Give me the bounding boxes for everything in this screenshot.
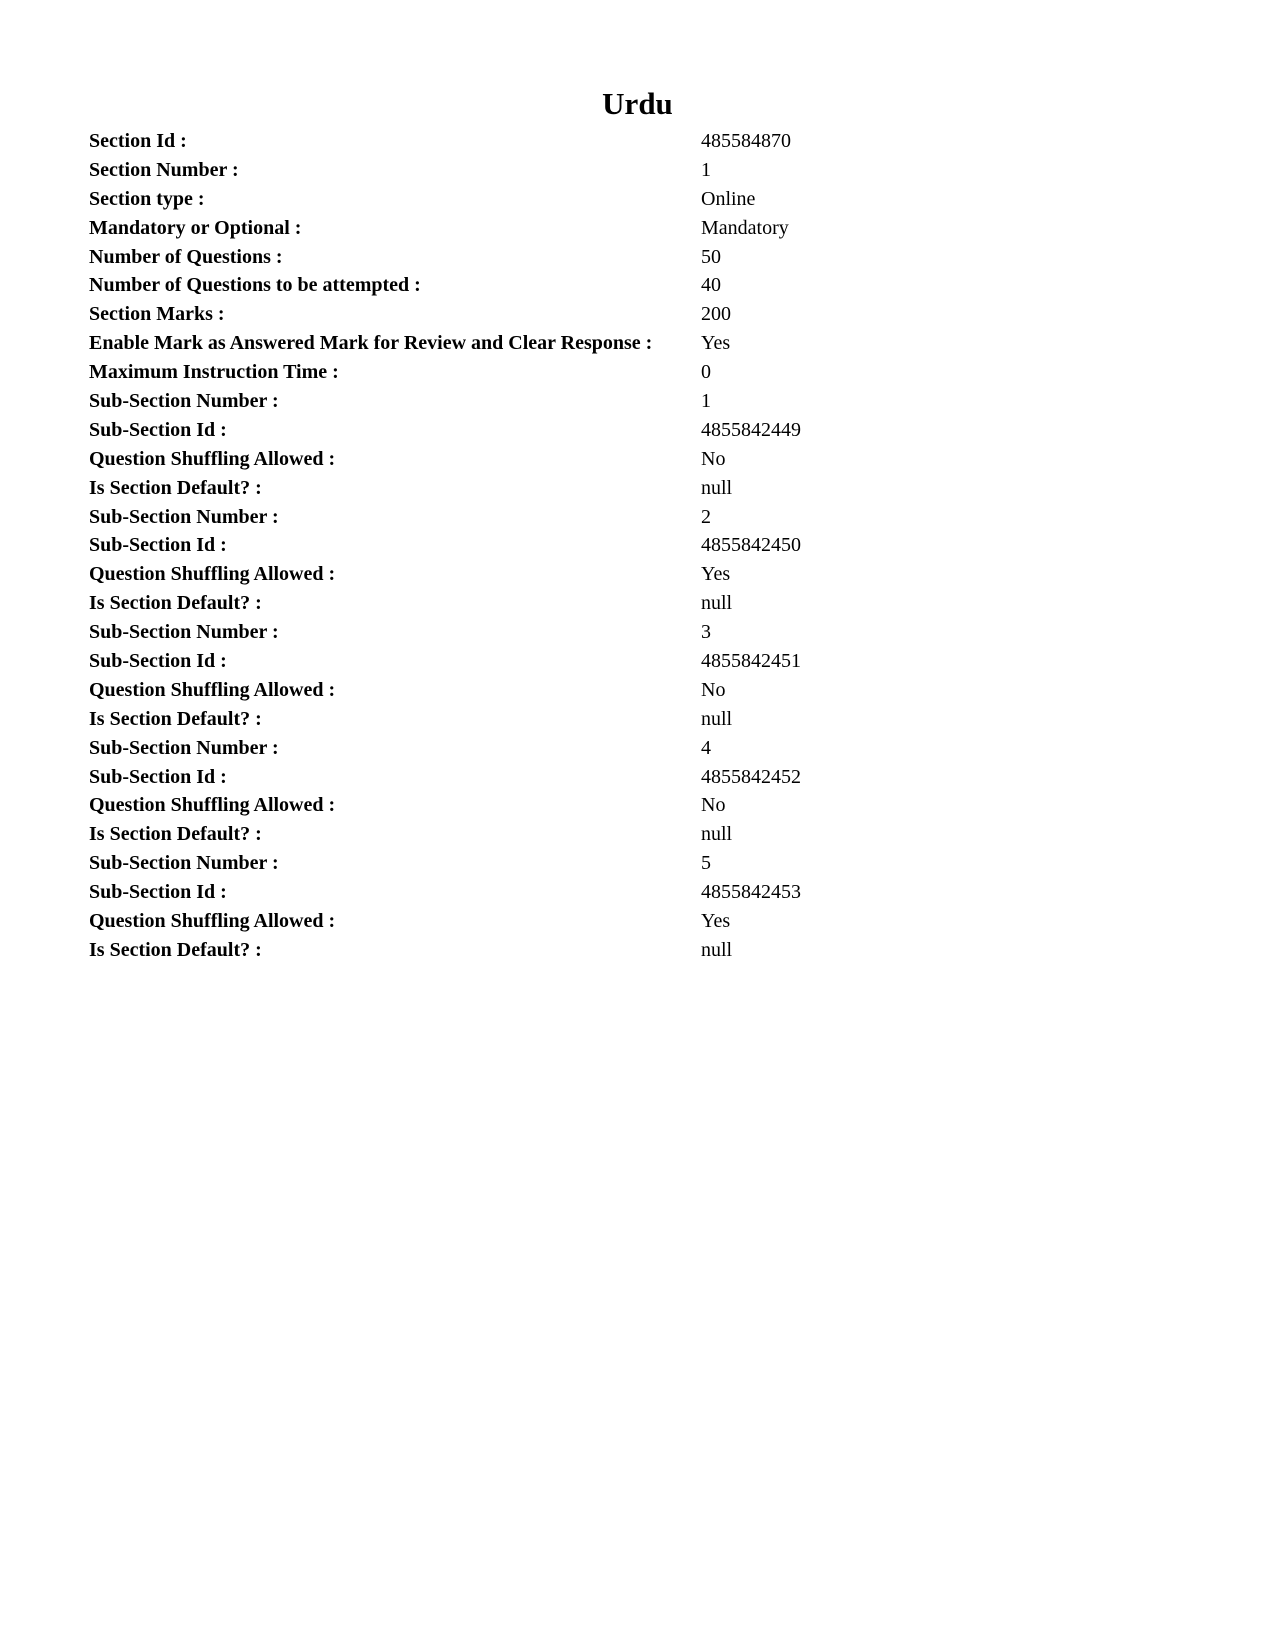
info-value: 0	[701, 361, 711, 384]
info-row-max-instruction-time	[89, 358, 1189, 387]
info-label: Sub-Section Number :	[89, 852, 279, 875]
info-row-subsection-id	[89, 531, 1189, 560]
info-row-question-shuffling	[89, 907, 1189, 936]
info-row-is-section-default	[89, 705, 1189, 734]
info-value: null	[701, 476, 733, 499]
info-label: Question Shuffling Allowed :	[89, 909, 336, 932]
info-row-is-section-default	[89, 820, 1189, 849]
info-value: 1	[701, 389, 711, 412]
info-value: 5	[701, 852, 711, 875]
page-title: Urdu	[602, 86, 673, 121]
info-row-mandatory-or-optional	[89, 214, 1189, 243]
info-row-subsection-id	[89, 416, 1189, 445]
info-label: Sub-Section Number :	[89, 389, 279, 412]
info-label: Number of Questions :	[89, 245, 283, 268]
info-row-subsection-number	[89, 618, 1189, 647]
info-value: null	[701, 707, 733, 730]
info-value: 485584870	[701, 129, 791, 152]
info-label: Section type :	[89, 187, 205, 210]
info-label: Is Section Default? :	[89, 476, 262, 499]
info-value: 4	[701, 736, 711, 759]
info-value: 1	[701, 158, 711, 181]
info-value: Online	[701, 187, 756, 210]
info-label: Section Id :	[89, 129, 187, 152]
info-row-section-marks	[89, 300, 1189, 329]
info-value: 50	[701, 245, 721, 268]
info-value: 2	[701, 505, 711, 528]
info-label: Number of Questions to be attempted :	[89, 274, 421, 297]
info-label: Maximum Instruction Time :	[89, 361, 339, 384]
info-value: 200	[701, 303, 731, 326]
info-row-question-shuffling	[89, 676, 1189, 705]
info-row-section-type	[89, 185, 1189, 214]
info-row-section-number	[89, 156, 1189, 185]
info-row-subsection-id	[89, 647, 1189, 676]
info-label: Section Marks :	[89, 303, 225, 326]
info-value: null	[701, 938, 733, 961]
info-label: Sub-Section Id :	[89, 649, 227, 672]
info-row-subsection-id	[89, 763, 1189, 792]
info-label: Section Number :	[89, 158, 239, 181]
info-label: Is Section Default? :	[89, 707, 262, 730]
info-row-subsection-number	[89, 387, 1189, 416]
info-value: No	[701, 794, 726, 817]
info-value: 4855842453	[701, 881, 801, 904]
info-row-number-of-questions	[89, 243, 1189, 272]
info-row-section-id	[89, 127, 1189, 156]
info-row-subsection-id	[89, 878, 1189, 907]
info-value: 3	[701, 621, 711, 644]
info-value: 4855842450	[701, 534, 801, 557]
info-label: Sub-Section Id :	[89, 765, 227, 788]
info-row-is-section-default	[89, 936, 1189, 965]
info-row-subsection-number	[89, 849, 1189, 878]
info-label: Sub-Section Number :	[89, 621, 279, 644]
info-value: 4855842451	[701, 649, 801, 672]
info-value: null	[701, 823, 733, 846]
info-label: Sub-Section Number :	[89, 736, 279, 759]
info-label: Sub-Section Number :	[89, 505, 279, 528]
info-value: Yes	[701, 909, 731, 932]
info-value: No	[701, 678, 726, 701]
info-label: Sub-Section Id :	[89, 881, 227, 904]
info-label: Mandatory or Optional :	[89, 216, 302, 239]
info-label: Question Shuffling Allowed :	[89, 447, 336, 470]
info-label: Sub-Section Id :	[89, 534, 227, 557]
info-value: Yes	[701, 332, 731, 355]
info-label: Sub-Section Id :	[89, 418, 227, 441]
info-value: 4855842449	[701, 418, 801, 441]
info-row-question-shuffling	[89, 560, 1189, 589]
info-row-enable-mark-answered	[89, 329, 1189, 358]
info-label: Is Section Default? :	[89, 938, 262, 961]
section-info-table	[89, 127, 1189, 965]
info-row-question-shuffling	[89, 445, 1189, 474]
info-row-subsection-number	[89, 503, 1189, 532]
info-value: 4855842452	[701, 765, 801, 788]
info-label: Enable Mark as Answered Mark for Review and Clear Response :	[89, 332, 653, 355]
info-row-is-section-default	[89, 474, 1189, 503]
info-label: Is Section Default? :	[89, 592, 262, 615]
info-value: Yes	[701, 563, 731, 586]
info-row-questions-to-attempt	[89, 271, 1189, 300]
info-label: Is Section Default? :	[89, 823, 262, 846]
info-label: Question Shuffling Allowed :	[89, 678, 336, 701]
info-row-is-section-default	[89, 589, 1189, 618]
info-row-subsection-number	[89, 734, 1189, 763]
info-value: No	[701, 447, 726, 470]
info-value: null	[701, 592, 733, 615]
info-value: Mandatory	[701, 216, 789, 239]
info-row-question-shuffling	[89, 791, 1189, 820]
info-value: 40	[701, 274, 721, 297]
info-label: Question Shuffling Allowed :	[89, 794, 336, 817]
info-label: Question Shuffling Allowed :	[89, 563, 336, 586]
